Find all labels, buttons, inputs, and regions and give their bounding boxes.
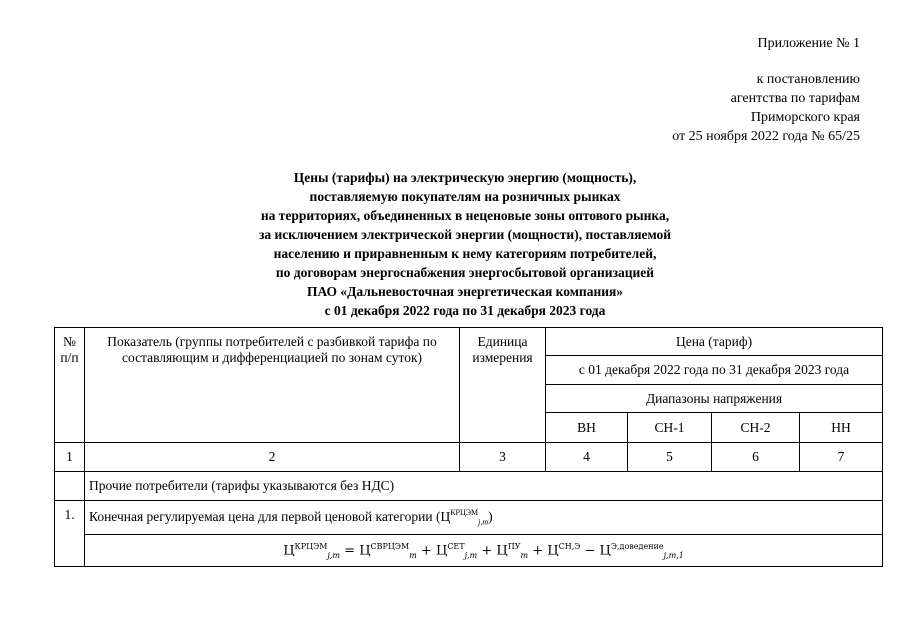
title-line: с 01 декабря 2022 года по 31 декабря 2023 года bbox=[324, 303, 606, 318]
appendix-number: Приложение № 1 bbox=[757, 36, 860, 51]
row-indicator bbox=[85, 501, 883, 535]
row-indicator-text: Конечная регулируемая цена для первой ценовой категории (Ц bbox=[89, 509, 451, 525]
section-row bbox=[55, 472, 883, 501]
column-number: 5 bbox=[628, 443, 712, 472]
appendix-line: агентства по тарифам bbox=[730, 91, 860, 106]
title-line: по договорам энергоснабжения энергосбытовой организацией bbox=[275, 265, 655, 280]
section-num-cell bbox=[55, 472, 85, 501]
column-number-row bbox=[55, 443, 883, 472]
column-number: 2 bbox=[85, 443, 460, 472]
header-num: № п/п bbox=[55, 328, 85, 443]
header-price: Цена (тариф) bbox=[546, 328, 883, 356]
column-number: 4 bbox=[546, 443, 628, 472]
column-number: 3 bbox=[460, 443, 546, 472]
title-line: поставляемую покупателям на розничных рынках bbox=[309, 189, 621, 204]
range-nn: НН bbox=[800, 413, 883, 443]
title-line: на территориях, объединенных в неценовые зоны оптового рынка, bbox=[260, 208, 670, 223]
appendix-block bbox=[640, 34, 860, 146]
appendix-lines bbox=[640, 70, 860, 146]
header-row bbox=[55, 328, 883, 356]
appendix-line: к постановлению bbox=[756, 72, 860, 87]
header-voltage: Диапазоны напряжения bbox=[546, 385, 883, 413]
row-indicator-sub: j,m bbox=[478, 517, 489, 527]
header-indicator: Показатель (группы потребителей с разбивкой тарифа по составляющим и дифференциацией по зонам суток) bbox=[85, 328, 460, 443]
title-line: Цены (тарифы) на электрическую энергию (мощность), bbox=[293, 170, 637, 185]
title-line: населению и приравненным к нему категориям потребителей, bbox=[273, 246, 657, 261]
row-number: 1. bbox=[55, 501, 85, 567]
column-number: 7 bbox=[800, 443, 883, 472]
column-number: 1 bbox=[55, 443, 85, 472]
header-period: с 01 декабря 2022 года по 31 декабря 2023 года bbox=[546, 356, 883, 385]
tariff-table bbox=[54, 327, 883, 567]
title-line: за исключением электрической энергии (мощности), поставляемой bbox=[258, 227, 672, 242]
row-indicator-sup: КРЦЭМ bbox=[450, 508, 479, 518]
column-number: 6 bbox=[712, 443, 800, 472]
title-line: ПАО «Дальневосточная энергетическая компания» bbox=[306, 284, 624, 299]
table-row bbox=[55, 501, 883, 535]
range-sn1: СН-1 bbox=[628, 413, 712, 443]
appendix-line: от 25 ноября 2022 года № 65/25 bbox=[672, 129, 860, 144]
header-unit: Единица измерения bbox=[460, 328, 546, 443]
range-sn2: СН-2 bbox=[712, 413, 800, 443]
section-label: Прочие потребители (тарифы указываются без НДС) bbox=[85, 472, 883, 501]
document-title bbox=[150, 168, 780, 320]
row-indicator-close: ) bbox=[488, 509, 493, 525]
formula-row bbox=[55, 535, 883, 567]
appendix-line: Приморского края bbox=[750, 110, 860, 125]
price-formula: $Ц^{КРЦЭМ}_{j,m} = Ц^{СВРЦЭМ}_m + Ц^{СЕТ}_{j,m} + Ц^{ПУ}_m + Ц^{СН,Э} - Ц^{Э,доведение}_{j,m,1}$ bbox=[85, 535, 883, 567]
range-vn: ВН bbox=[546, 413, 628, 443]
